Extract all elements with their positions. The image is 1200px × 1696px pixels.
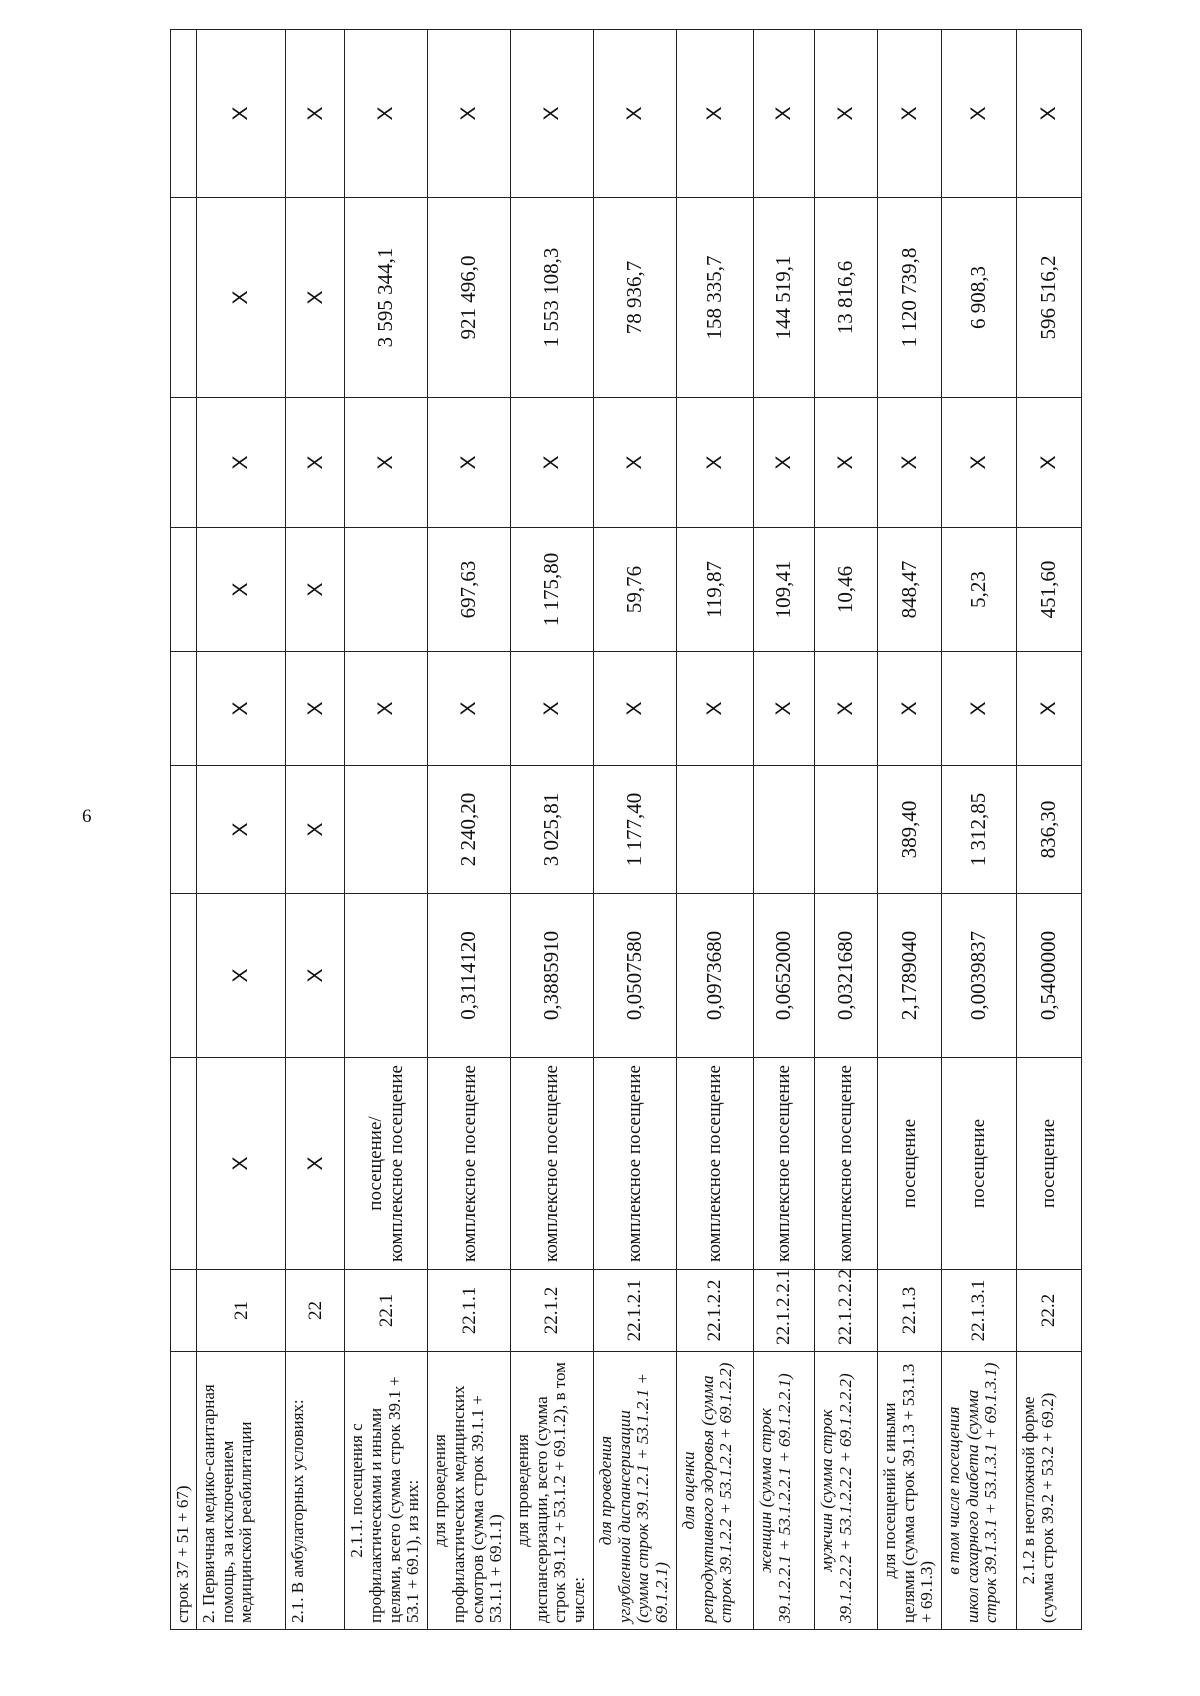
value-cell-c6: 921 496,0 — [428, 198, 511, 398]
value-cell-c3: X — [754, 652, 815, 766]
value-cell-c4: X — [286, 528, 345, 652]
row-name-cell — [1016, 1352, 1081, 1630]
value-cell-c6: 1 553 108,3 — [511, 198, 594, 398]
value-cell-c6: 596 516,2 — [1016, 198, 1081, 398]
value-cell-c5 — [171, 398, 197, 528]
value-cell-c7: X — [677, 30, 754, 198]
row-name: диспансеризации, всего (сумма строк 39.1.2 + 53.1.2 + 69.1.2), в том числе: — [531, 1362, 589, 1623]
row-name-head: 2.1.1. посещения с — [347, 1423, 367, 1558]
row-code-cell: 22.1.2.1 — [594, 1270, 677, 1352]
value-cell-c7: X — [815, 30, 878, 198]
row-name-cell — [286, 1352, 345, 1630]
row-name: строк 37 + 51 + 67) — [173, 1485, 192, 1623]
unit-cell: X — [197, 1058, 286, 1270]
row-code-cell: 22.1.2.2.2 — [815, 1270, 878, 1352]
value-cell-c5: X — [877, 398, 941, 528]
unit-cell: посещение — [941, 1058, 1016, 1270]
value-cell-c1: 0,0321680 — [815, 894, 878, 1058]
value-cell-c2: 389,40 — [877, 766, 941, 894]
value-cell-c7: X — [197, 30, 286, 198]
value-cell-c6: 144 519,1 — [754, 198, 815, 398]
value-cell-c3: X — [1016, 652, 1081, 766]
row-name: целями (сумма строк 39.1.3 + 53.1.3 + 69.1.3) — [898, 1363, 937, 1623]
value-cell-c1: X — [286, 894, 345, 1058]
value-cell-c4: 697,63 — [428, 528, 511, 652]
value-cell-c3: X — [511, 652, 594, 766]
value-cell-c5: X — [286, 398, 345, 528]
value-cell-c1 — [171, 894, 197, 1058]
value-cell-c2 — [815, 766, 878, 894]
value-cell-c1: 0,5400000 — [1016, 894, 1081, 1058]
value-cell-c2: 836,30 — [1016, 766, 1081, 894]
value-cell-c4: 848,47 — [877, 528, 941, 652]
row-name-cell — [815, 1352, 878, 1630]
value-cell-c2: X — [197, 766, 286, 894]
unit-cell: комплексное посещение — [677, 1058, 754, 1270]
table-row — [171, 30, 197, 1630]
row-code-cell: 22.1.3.1 — [941, 1270, 1016, 1352]
value-cell-c4: 5,23 — [941, 528, 1016, 652]
row-code-cell: 22.1.2.2 — [677, 1270, 754, 1352]
row-code-cell: 22.1.2.2.1 — [754, 1270, 815, 1352]
value-cell-c1: 0,3114120 — [428, 894, 511, 1058]
value-cell-c3: X — [197, 652, 286, 766]
row-code-cell: 21 — [197, 1270, 286, 1352]
row-name: 39.1.2.2.2 + 53.1.2.2.2 + 69.1.2.2.2) — [835, 1373, 855, 1623]
value-cell-c7: X — [511, 30, 594, 198]
row-name: 2.1. В амбулаторных условиях: — [288, 1399, 308, 1623]
row-name-cell — [877, 1352, 941, 1630]
value-cell-c5: X — [677, 398, 754, 528]
row-name-cell — [677, 1352, 754, 1630]
value-cell-c4: 59,76 — [594, 528, 677, 652]
value-cell-c3: X — [345, 652, 428, 766]
value-cell-c3: X — [428, 652, 511, 766]
value-cell-c1: 0,0652000 — [754, 894, 815, 1058]
row-name-head: для посещений с иными — [879, 1402, 899, 1579]
unit-cell: посещение — [1016, 1058, 1081, 1270]
row-code-cell: 22.2 — [1016, 1270, 1081, 1352]
value-cell-c3: X — [286, 652, 345, 766]
value-cell-c1: 0,3885910 — [511, 894, 594, 1058]
row-name: профилактическими и иными целями, всего (сумма строк 39.1 + 53.1 + 69.1), из них: — [365, 1376, 423, 1623]
row-name-head: для проведения — [430, 1434, 450, 1547]
table-row — [197, 30, 286, 1630]
row-name-head: в том числе посещения — [943, 1406, 963, 1575]
value-cell-c5: X — [511, 398, 594, 528]
value-cell-c2: 1 312,85 — [941, 766, 1016, 894]
value-cell-c6: 1 120 739,8 — [877, 198, 941, 398]
row-name-head: для проведения — [596, 1435, 616, 1546]
table-row — [754, 30, 815, 1630]
value-cell-c2: X — [286, 766, 345, 894]
row-code-cell: 22.1 — [345, 1270, 428, 1352]
value-cell-c4: X — [197, 528, 286, 652]
value-cell-c6: X — [197, 198, 286, 398]
table-row — [594, 30, 677, 1630]
rotated-table-container — [170, 30, 1082, 1630]
unit-cell: комплексное посещение — [815, 1058, 878, 1270]
value-cell-c6 — [171, 198, 197, 398]
value-cell-c2 — [754, 766, 815, 894]
value-cell-c3: X — [941, 652, 1016, 766]
row-name-head: для проведения — [513, 1434, 533, 1547]
value-cell-c7: X — [941, 30, 1016, 198]
table-body — [171, 30, 1082, 1630]
row-name: 2. Первичная медико-санитарная помощь, за исключением медицинской реабилитации — [199, 1384, 256, 1623]
value-cell-c2 — [677, 766, 754, 894]
value-cell-c3: X — [815, 652, 878, 766]
unit-cell: посещение/ комплексное посещение — [345, 1058, 428, 1270]
row-name: (сумма строк 39.2 + 53.2 + 69.2) — [1037, 1392, 1057, 1623]
value-cell-c1: 0,0039837 — [941, 894, 1016, 1058]
row-code-cell: 22 — [286, 1270, 345, 1352]
row-name-head: 2.1.2 в неотложной форме — [1018, 1396, 1038, 1585]
value-cell-c4: 1 175,80 — [511, 528, 594, 652]
value-cell-c5: X — [594, 398, 677, 528]
value-cell-c5: X — [941, 398, 1016, 528]
value-cell-c7: X — [877, 30, 941, 198]
value-cell-c7: X — [428, 30, 511, 198]
unit-cell: X — [286, 1058, 345, 1270]
value-cell-c5: X — [345, 398, 428, 528]
table-row — [815, 30, 878, 1630]
unit-cell: комплексное посещение — [754, 1058, 815, 1270]
row-code-cell: 22.1.2 — [511, 1270, 594, 1352]
table-row — [428, 30, 511, 1630]
table-row — [286, 30, 345, 1630]
value-cell-c1: X — [197, 894, 286, 1058]
row-code-cell: 22.1.3 — [877, 1270, 941, 1352]
value-cell-c7: X — [754, 30, 815, 198]
row-name-cell — [428, 1352, 511, 1630]
value-cell-c6: 13 816,6 — [815, 198, 878, 398]
value-cell-c3: X — [877, 652, 941, 766]
value-cell-c5: X — [428, 398, 511, 528]
row-name-head: для оценки — [679, 1451, 699, 1530]
value-cell-c2: 3 025,81 — [511, 766, 594, 894]
unit-cell: посещение — [877, 1058, 941, 1270]
unit-cell: комплексное посещение — [511, 1058, 594, 1270]
table-row — [345, 30, 428, 1630]
row-name-cell — [345, 1352, 428, 1630]
table-row — [1016, 30, 1081, 1630]
value-cell-c7: X — [345, 30, 428, 198]
row-name-cell — [941, 1352, 1016, 1630]
value-cell-c5: X — [754, 398, 815, 528]
value-cell-c7: X — [286, 30, 345, 198]
value-cell-c7: X — [594, 30, 677, 198]
value-cell-c6: 158 335,7 — [677, 198, 754, 398]
row-name-cell — [754, 1352, 815, 1630]
value-cell-c4 — [345, 528, 428, 652]
value-cell-c1 — [345, 894, 428, 1058]
value-cell-c5: X — [197, 398, 286, 528]
row-name: репродуктивного здоровья (сумма строк 39.1.2.2 + 53.1.2.2 + 69.1.2.2) — [697, 1362, 736, 1623]
value-cell-c6: 6 908,3 — [941, 198, 1016, 398]
table-row — [511, 30, 594, 1630]
row-name: школ сахарного диабета (сумма строк 39.1.3.1 + 53.1.3.1 + 69.1.3.1) — [962, 1362, 1001, 1623]
value-cell-c2 — [345, 766, 428, 894]
value-cell-c5: X — [1016, 398, 1081, 528]
value-cell-c7: X — [1016, 30, 1081, 198]
value-cell-c2: 2 240,20 — [428, 766, 511, 894]
row-name-cell — [197, 1352, 286, 1630]
row-name: профилактических медицинских осмотров (сумма строк 39.1.1 + 53.1.1 + 69.1.1) — [448, 1385, 506, 1623]
value-cell-c1: 0,0973680 — [677, 894, 754, 1058]
value-cell-c1: 0,0507580 — [594, 894, 677, 1058]
row-name: углубленной диспансеризации (сумма строк 39.1.2.1 + 53.1.2.1 + 69.1.2.1) — [614, 1373, 672, 1623]
value-cell-c2 — [171, 766, 197, 894]
row-code-cell: 22.1.1 — [428, 1270, 511, 1352]
value-cell-c2: 1 177,40 — [594, 766, 677, 894]
value-cell-c3: X — [677, 652, 754, 766]
value-cell-c4: 109,41 — [754, 528, 815, 652]
financing-table — [170, 29, 1082, 1630]
value-cell-c6: X — [286, 198, 345, 398]
value-cell-c6: 78 936,7 — [594, 198, 677, 398]
value-cell-c6: 3 595 344,1 — [345, 198, 428, 398]
unit-cell: комплексное посещение — [428, 1058, 511, 1270]
table-row — [941, 30, 1016, 1630]
value-cell-c4 — [171, 528, 197, 652]
unit-cell: комплексное посещение — [594, 1058, 677, 1270]
unit-cell — [171, 1058, 197, 1270]
value-cell-c5: X — [815, 398, 878, 528]
row-name-head: мужчин (сумма строк — [817, 1409, 836, 1572]
row-code-cell — [171, 1270, 197, 1352]
value-cell-c4: 10,46 — [815, 528, 878, 652]
value-cell-c1: 2,1789040 — [877, 894, 941, 1058]
value-cell-c3 — [171, 652, 197, 766]
value-cell-c4: 119,87 — [677, 528, 754, 652]
row-name-cell — [171, 1352, 197, 1630]
value-cell-c3: X — [594, 652, 677, 766]
table-row — [677, 30, 754, 1630]
row-name-cell — [511, 1352, 594, 1630]
page-number: 6 — [82, 806, 92, 827]
value-cell-c7 — [171, 30, 197, 198]
table-row — [877, 30, 941, 1630]
row-name-cell — [594, 1352, 677, 1630]
value-cell-c4: 451,60 — [1016, 528, 1081, 652]
row-name: 39.1.2.2.1 + 53.1.2.2.1 + 69.1.2.2.1) — [774, 1373, 794, 1623]
row-name-head: женщин (сумма строк — [756, 1407, 776, 1574]
